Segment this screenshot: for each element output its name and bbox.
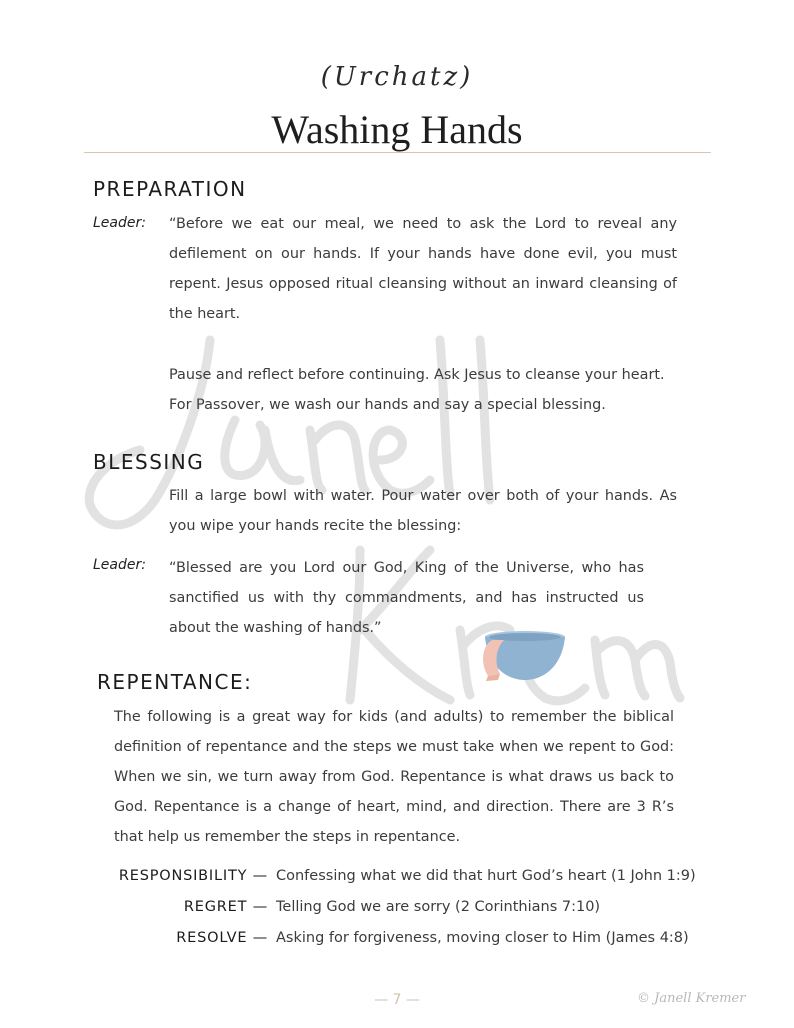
text-line: For Passover, we wash our hands and say a special blessing. xyxy=(169,397,606,413)
role-label-leader: Leader: xyxy=(93,557,146,573)
text-line: repent. Jesus opposed ritual cleansing without an inward cleansing of xyxy=(169,276,677,292)
page-subtitle: (Urchatz) xyxy=(320,62,474,92)
washing-bowl-illustration xyxy=(478,628,568,684)
text-line: defilement on our hands. If your hands have done evil, you must xyxy=(169,246,677,262)
text-line: you wipe your hands recite the blessing: xyxy=(169,518,462,534)
section-heading-blessing: BLESSING xyxy=(93,450,205,474)
text-line: Pause and reflect before continuing. Ask Jesus to cleanse your heart. xyxy=(169,367,665,383)
text-line: “Blessed are you Lord our God, King of the Universe, who has xyxy=(169,560,644,576)
section-heading-repentance: REPENTANCE: xyxy=(97,670,253,694)
text-line: “Before we eat our meal, we need to ask the Lord to reveal any xyxy=(169,216,677,232)
step-term: RESPONSIBILITY — xyxy=(118,868,268,884)
section-heading-preparation: PREPARATION xyxy=(93,177,247,201)
repentance-step xyxy=(0,899,794,921)
text-line: definition of repentance and the steps we must take when we repent to God: xyxy=(114,739,674,755)
role-label-leader: Leader: xyxy=(93,215,146,231)
blessing-instruction xyxy=(169,481,677,541)
step-definition: Telling God we are sorry (2 Corinthians 7:10) xyxy=(276,899,601,915)
reflection-paragraph xyxy=(169,360,689,420)
repentance-step xyxy=(0,868,794,890)
page-number: — 7 — xyxy=(374,992,420,1008)
text-line: The following is a great way for kids (and adults) to remember the biblical xyxy=(114,709,674,725)
step-definition: Asking for forgiveness, moving closer to Him (James 4:8) xyxy=(276,930,689,946)
text-line: Fill a large bowl with water. Pour water over both of your hands. As xyxy=(169,488,677,504)
title-divider xyxy=(84,152,711,153)
repentance-paragraph xyxy=(114,702,674,852)
text-line: When we sin, we turn away from God. Repentance is what draws us back to xyxy=(114,769,674,785)
blessing-text xyxy=(169,553,644,643)
copyright-signature: © Janell Kremer xyxy=(637,991,746,1006)
page-title: Washing Hands xyxy=(271,107,523,152)
text-line: that help us remember the steps in repentance. xyxy=(114,829,461,845)
step-term: REGRET — xyxy=(183,899,268,915)
text-line: about the washing of hands.” xyxy=(169,620,382,636)
repentance-step xyxy=(0,930,794,952)
text-line: sanctified us with thy commandments, and has instructed us xyxy=(169,590,644,606)
step-definition: Confessing what we did that hurt God’s heart (1 John 1:9) xyxy=(276,868,696,884)
step-term: RESOLVE — xyxy=(176,930,268,946)
text-line: God. Repentance is a change of heart, mind, and direction. There are 3 R’s xyxy=(114,799,674,815)
text-line: the heart. xyxy=(169,306,241,322)
preparation-paragraph xyxy=(169,209,677,329)
